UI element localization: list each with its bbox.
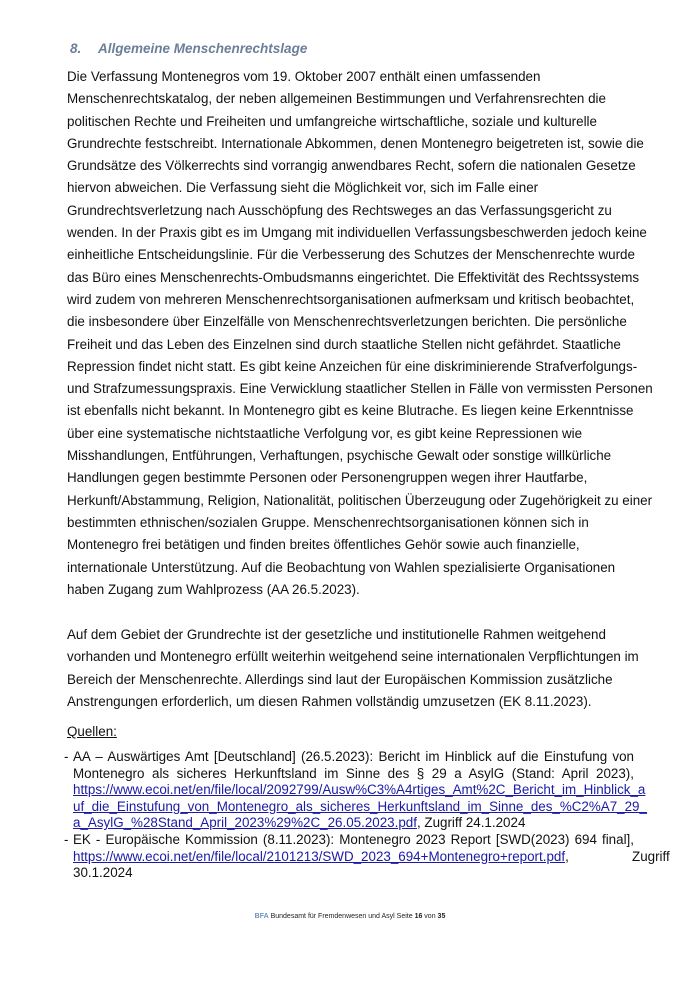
text-line: Herkunft/Abstammung, Religion, Nationalität, politischen Überzeugung oder Zugehörigkeit zu einer <box>67 492 653 508</box>
text-line: wird zudem von mehreren Menschenrechtsorganisationen aufmerksam und kritisch beobachtet, <box>67 291 635 307</box>
source-text: , Zugriff <box>565 848 670 864</box>
text-line: Montenegro frei betätigen und finden breites öffentliches Gehör sowie auch finanzielle, <box>67 537 580 553</box>
source-line <box>73 832 634 849</box>
text-line: hiervon abweichen. Die Verfassung sieht die Möglichkeit vor, sich im Falle einer <box>67 180 539 196</box>
footer-text: Bundesamt für Fremdenwesen und Asyl Seite <box>268 913 415 920</box>
text-line: einheitliche Entscheidungslinie. Für die Verbesserung des Schutzes der Menschenrechte wurde <box>67 247 635 263</box>
source-text: , Zugriff 24.1.2024 <box>416 815 526 831</box>
text-line: Handlungen gegen bestimmte Personen oder Personengruppen wegen ihrer Hautfarbe, <box>67 470 588 486</box>
footer-total: 35 <box>437 913 446 920</box>
footer-brand: BFA <box>254 913 269 920</box>
text-line: ist ebenfalls nicht bekannt. In Montenegro gibt es keine Blutrache. Es liegen keine Erkenntnisse <box>67 403 634 419</box>
page-footer <box>0 913 700 920</box>
paragraph-1 <box>67 66 653 601</box>
sources-label: Quellen: <box>67 724 117 739</box>
source-text: Montenegro als sicheres Herkunftsland im Sinne des § 29 a AsylG (Stand: April 2023), <box>73 765 634 781</box>
source-line <box>73 749 634 766</box>
text-line: das Büro eines Menschenrechts-Ombudsmanns eingerichtet. Die Effektivität des Rechtssystems <box>67 269 640 285</box>
footer-of: von <box>422 913 438 920</box>
text-line: und Strafzumessungspraxis. Eine Verwicklung staatlicher Stellen in Fälle von vermissten Personen <box>67 381 653 397</box>
source-link[interactable]: https://www.ecoi.net/en/file/local/2101213/SWD_2023_694+Montenegro+report.pdf <box>73 848 566 864</box>
text-line: Grundsätze des Völkerrechts sind vorrangig anwendbares Recht, sofern die nationalen Gesetze <box>67 158 636 174</box>
text-line: Menschenrechtskatalog, der neben allgemeinen Bestimmungen und Verfahrensrechten die <box>67 91 606 107</box>
text-line: Grundrechtsverletzung nach Ausschöpfung des Rechtsweges an das Verfassungsgericht zu <box>67 202 612 218</box>
paragraph-2 <box>67 624 647 713</box>
text-line: politischen Rechte und Freiheiten und umfangreiche wirtschaftliche, soziale und kulturelle <box>67 113 597 129</box>
source-line <box>73 798 647 816</box>
source-item-2 <box>64 831 670 882</box>
source-line <box>73 815 634 832</box>
text-line: Repression findet nicht statt. Es gibt keine Anzeichen für eine diskriminierende Strafverfolgungs- <box>67 358 638 374</box>
section-heading <box>70 41 307 56</box>
source-text: AA – Auswärtiges Amt [Deutschland] (26.5.2023): Bericht im Hinblick auf die Einstufung von <box>73 749 634 764</box>
source-text: EK - Europäische Kommission (8.11.2023): Montenegro 2023 Report [SWD(2023) 694 final], <box>73 831 634 847</box>
sources-list <box>64 749 670 882</box>
source-link[interactable]: a_AsylG_%28Stand_April_2023%29%2C_26.05.2023.pdf <box>73 815 417 831</box>
text-line: Bereich der Menschenrechte. Allerdings sind laut der Europäischen Kommission zusätzliche <box>67 671 613 687</box>
text-line: wenden. In der Praxis gibt es im Umgang mit individuellen Verfassungsbeschwerden jedoch keine <box>67 225 647 241</box>
text-line: Anstrengungen erforderlich, um diesen Rahmen vollständig umzusetzen (EK 8.11.2023). <box>67 693 592 709</box>
source-line <box>73 848 670 866</box>
text-line: über eine systematische nichtstaatliche Verfolgung vor, es gibt keine Repressionen wie <box>67 425 583 441</box>
source-line <box>73 766 634 783</box>
source-item-1 <box>64 749 647 832</box>
source-line <box>73 865 634 882</box>
list-dash: - <box>64 831 69 847</box>
text-line: Grundrechte festschreibt. Internationale Abkommen, denen Montenegro beigetreten ist, sowie die <box>67 135 644 151</box>
source-link[interactable]: uf_die_Einstufung_von_Montenegro_als_sicheres_Herkunftsland_im_Sinne_des_%C2%A7_29_ <box>73 798 647 814</box>
section-number: 8. <box>70 41 82 56</box>
source-text: 30.1.2024 <box>73 865 133 881</box>
text-line: Auf dem Gebiet der Grundrechte ist der gesetzliche und institutionelle Rahmen weitgehend <box>67 627 606 642</box>
text-line: Misshandlungen, Entführungen, Verhaftungen, psychische Gewalt oder sonstige willkürliche <box>67 448 612 464</box>
text-line: Freiheit und das Leben des Einzelnen sind durch staatliche Stellen nicht gefährdet. Staatliche <box>67 336 621 352</box>
text-line: bestimmten ethnischen/sozialen Gruppe. Menschenrechtsorganisationen können sich in <box>67 514 589 530</box>
source-line <box>73 782 646 799</box>
text-line: die insbesondere über Einzelfälle von Menschenrechtsverletzungen berichten. Die persönliche <box>67 314 627 330</box>
text-line: haben Zugang zum Wahlprozess (AA 26.5.2023). <box>67 581 360 597</box>
footer-page: 16 <box>414 913 423 920</box>
list-dash: - <box>64 749 69 764</box>
section-title: Allgemeine Menschenrechtslage <box>98 41 308 56</box>
text-line: vorhanden und Montenegro erfüllt weiterhin weitgehend seine internationalen Verpflichtungen im <box>67 649 639 665</box>
source-link[interactable]: https://www.ecoi.net/en/file/local/2092799/Ausw%C3%A4rtiges_Amt%2C_Bericht_im_Hinblick_a <box>73 782 646 798</box>
text-line: internationale Unterstützung. Auf die Beobachtung von Wahlen spezialisierte Organisationen <box>67 559 616 575</box>
text-line: Die Verfassung Montenegros vom 19. Oktober 2007 enthält einen umfassenden <box>67 69 541 84</box>
